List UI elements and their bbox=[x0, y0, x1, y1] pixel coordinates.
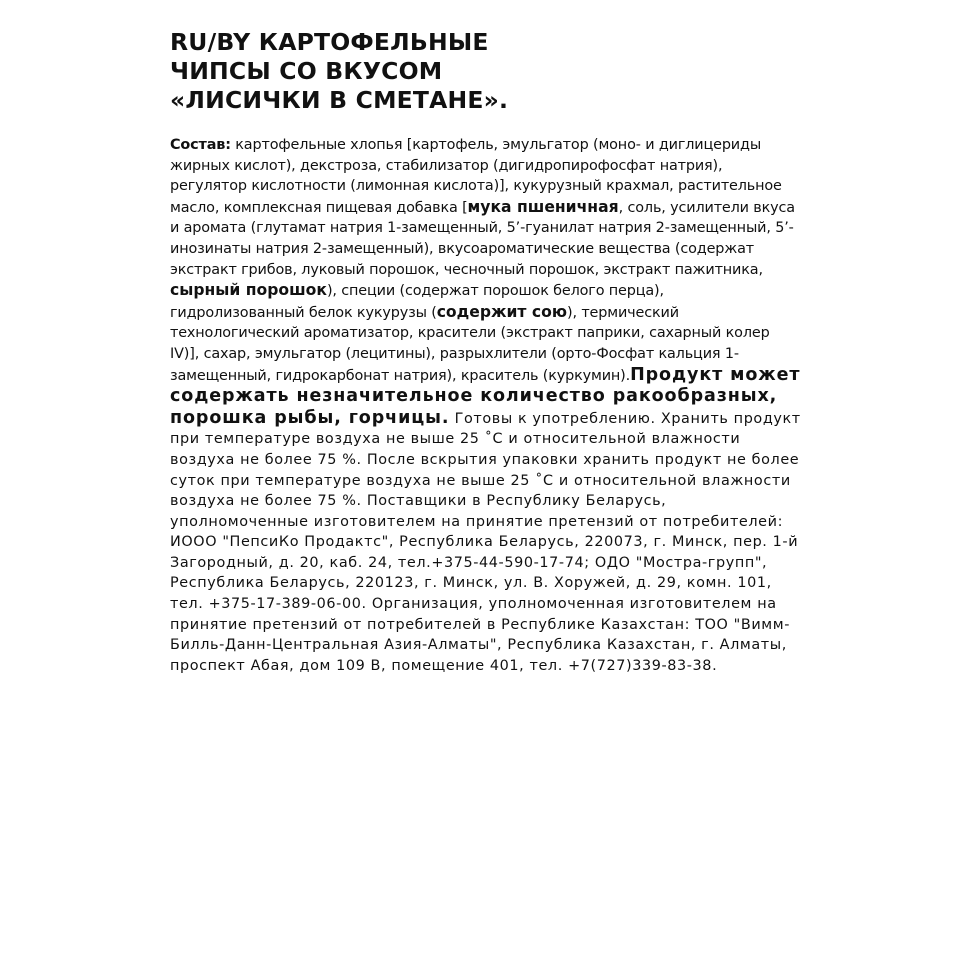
ingredients-text-part-4: ), термический технологический ароматизатор, красители (экстракт паприки, сахарный колер IV)], сахар, эмульгатор (лецитины), разрыхлители (орто-Фосфат кальция 1-замещенный, гидрокарбонат натрия), краситель (куркумин). bbox=[170, 304, 770, 384]
ingredients-text-part-3: ), специи (содержат порошок белого перца), гидролизованный белок кукурузы ( bbox=[170, 283, 664, 321]
allergen-wheat-flour: мука пшеничная bbox=[467, 197, 619, 216]
allergen-cheese-powder: сырный порошок bbox=[170, 281, 327, 300]
ingredients-paragraph bbox=[170, 135, 802, 676]
ingredients-label: Состав: bbox=[170, 137, 231, 153]
page-title: RU/BY КАРТОФЕЛЬНЫЕ ЧИПСЫ СО ВКУСОМ «ЛИСИЧКИ В СМЕТАНЕ». bbox=[170, 28, 509, 114]
ingredients-text-part-2: , соль, усилители вкуса и аромата (глутамат натрия 1-замещенный, 5’-гуанилат натрия 2-замещенный, 5’-инозинаты натрия 2-замещенный), вкусоароматические вещества (содержат экстракт грибов, луковый порошок, чесночный порошок, экстракт пажитника, bbox=[170, 199, 795, 278]
storage-and-contacts-text: Готовы к употреблению. Хранить продукт при температуре воздуха не выше 25 ˚С и относительной влажности воздуха не более 75 %. После вскрытия упаковки хранить продукт не более суток при температуре воздуха не выше 25 ˚С и относительной влажности воздуха не более 75 %. Поставщики в Республику Беларусь, уполномоченные изготовителем на принятие претензий от потребителей: ИООО "ПепсиКо Продактс", Республика Беларусь, 220073, г. Минск, пер. 1-й Загородный, д. 20, каб. 24, тел.+375-44-590-17-74; ОДО "Мостра-групп", Республика Беларусь, 220123, г. Минск, ул. В. Хоружей, д. 29, комн. 101, тел. +375-17-389-06-00. Организация, уполномоченная изготовителем на принятие претензий от потребителей в Республике Казахстан: ТОО "Вимм-Билль-Данн-Центральная Азия-Алматы", Республика Казахстан, г. Алматы, проспект Абая, дом 109 В, помещение 401, тел. +7(727)339-83-38. bbox=[170, 410, 801, 674]
ingredients-text-part-1: картофельные хлопья [картофель, эмульгатор (моно- и диглицериды жирных кислот), декстроза, стабилизатор (дигидропирофосфат натрия), регулятор кислотности (лимонная кислота)], кукурузный крахмал, растительное масло, комплексная пищевая добавка [ bbox=[170, 137, 782, 216]
allergen-contains-soy: содержит сою bbox=[436, 302, 568, 321]
allergen-warning: Продукт может содержать незначительное количество ракообразных, порошка рыбы, горчицы. bbox=[170, 364, 801, 428]
